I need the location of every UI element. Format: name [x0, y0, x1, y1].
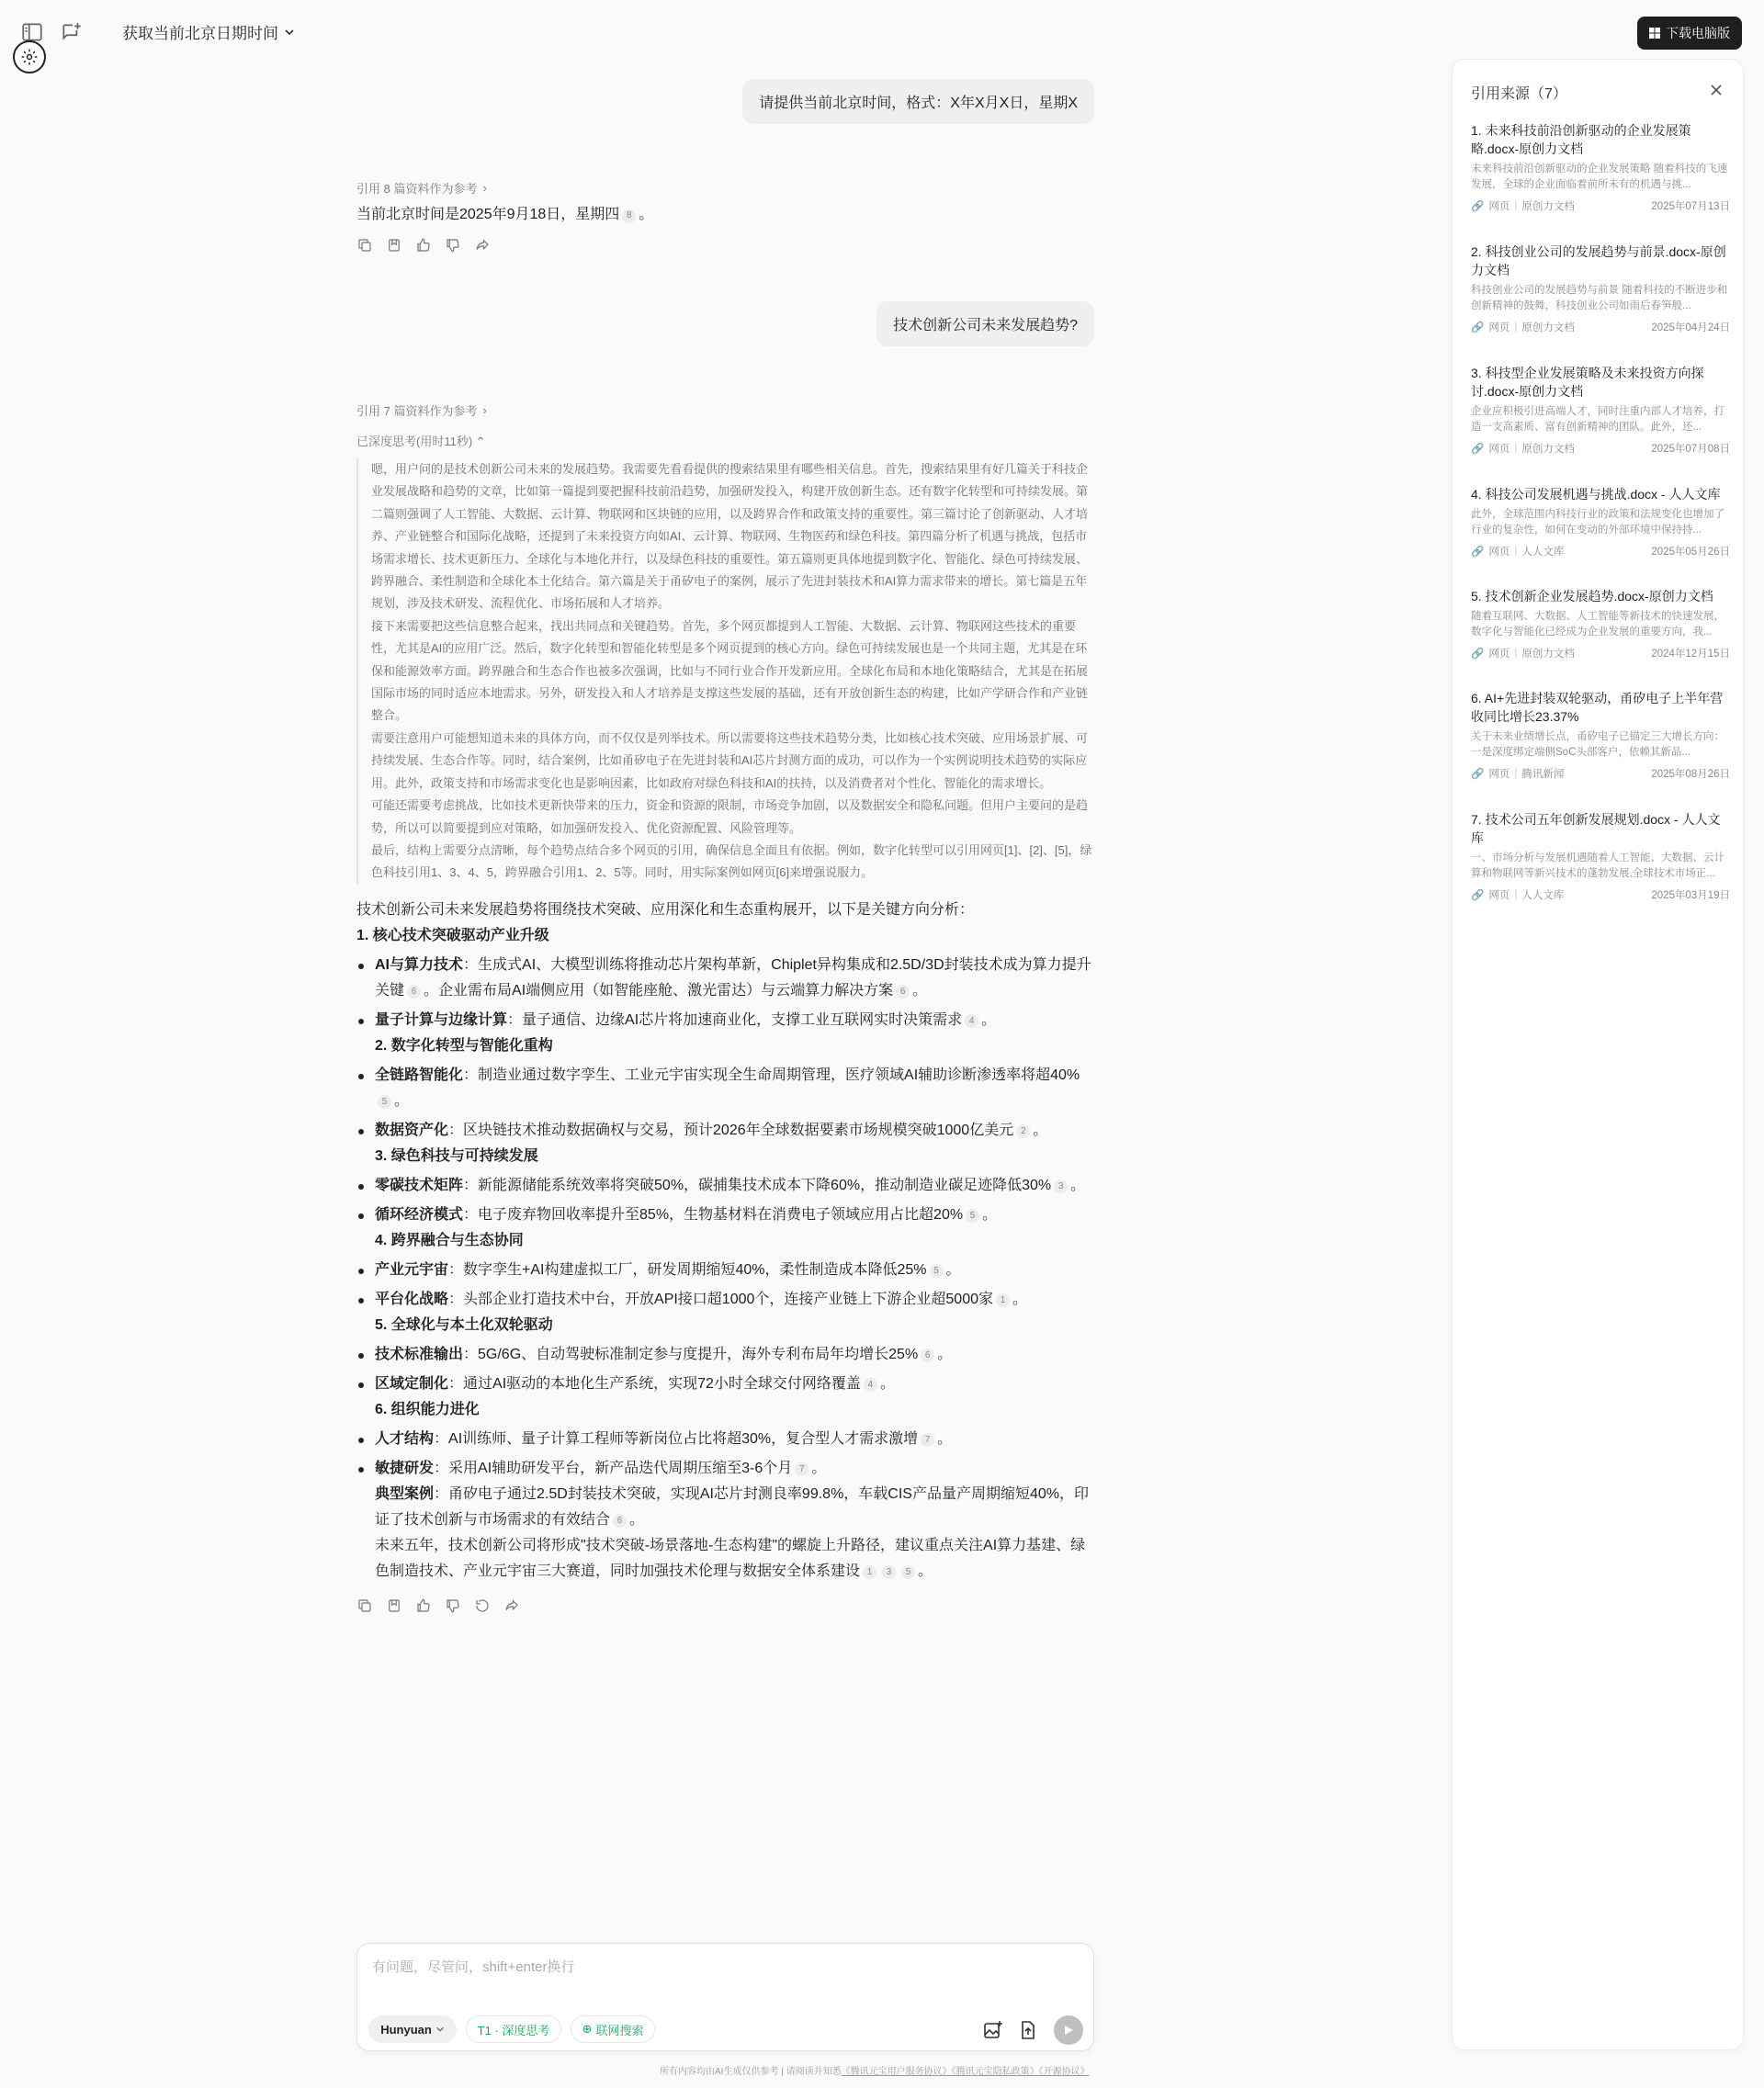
- source-snippet: 企业应积极引进高端人才，同时注重内部人才培养，打造一支高素质、富有创新精神的团队。此外，还...: [1471, 406, 1724, 433]
- case-text: ：甬矽电子通过2.5D封装技术突破，实现AI芯片封测良率99.8%，车载CIS产品量产周期缩短40%，印证了技术创新与市场需求的有效结合: [375, 1485, 1089, 1528]
- thinking-paragraph: 接下来需要把这些信息整合起来，找出共同点和关键趋势。首先，多个网页都提到人工智能、大数据、云计算、物联网这些技术的重要性，尤其是AI的应用广泛。然后，数字化转型和智能化转型是多个网页提到的核心方向。绿色可持续发展也是一个共同主题，尤其是在环保和能源效率方面。跨界融合和生态合作也被多次强调，比如与不同行业合作开发新应用。全球化布局和本地化策略结合，尤其是在拓展国际市场的同时适应本地需求。另外，研发投入和人才培养是支撑这些发展的基础，还有开放创新生态的构建，比如产学研合作和产业链整合。: [371, 618, 1089, 723]
- item-text: 。: [937, 1430, 953, 1447]
- item-term: AI与算力技术: [375, 956, 464, 973]
- bullet-list: [356, 953, 1094, 1585]
- item-text: 。: [912, 982, 928, 999]
- disclaimer-text: 所有内容均由AI生成仅供参考 | 请阅读并知悉: [660, 2067, 842, 2077]
- item-text: 。: [811, 1460, 827, 1476]
- list-item: [356, 1173, 1094, 1199]
- model-label: Hunyuan: [380, 2022, 432, 2037]
- source-meta: 🔗 网页 | 人人文库 2025年05月26日: [1471, 546, 1730, 558]
- windows-icon: [1649, 28, 1660, 39]
- list-item: [356, 1427, 1094, 1452]
- source-site: 原创力文档: [1521, 444, 1575, 455]
- outro-text: 。: [918, 1563, 933, 1579]
- source-type: 网页: [1488, 649, 1510, 660]
- globe-icon: ⊕: [582, 2022, 593, 2036]
- user-message-row: [356, 79, 1094, 124]
- sources-title: 引用来源（7）: [1471, 86, 1567, 102]
- footer-disclaimer: [660, 2063, 1090, 2077]
- link-icon: 🔗: [1471, 444, 1485, 455]
- citation-marker[interactable]: 5: [378, 1095, 391, 1109]
- citation-marker[interactable]: 7: [795, 1462, 808, 1476]
- source-title: 6. AI+先进封装双轮驱动，甬矽电子上半年营收同比增长23.37%: [1471, 691, 1724, 724]
- regenerate-icon[interactable]: [474, 1597, 491, 1614]
- item-text: ：数字孪生+AI构建虚拟工厂，研发周期缩短40%，柔性制造成本降低25%: [448, 1261, 927, 1278]
- citation-marker[interactable]: 5: [930, 1264, 944, 1278]
- source-date: 2025年04月24日: [1651, 322, 1730, 333]
- citation-marker[interactable]: 3: [882, 1565, 896, 1579]
- source-item[interactable]: [1471, 121, 1730, 213]
- case-term: 典型案例: [375, 1485, 435, 1502]
- message-input[interactable]: 有问题，尽管问，shift+enter换行: [372, 1959, 575, 1975]
- citation-marker[interactable]: 6: [613, 1514, 627, 1528]
- thumbs-down-icon[interactable]: [445, 237, 461, 254]
- item-text: ：通过AI驱动的本地化生产系统，实现72小时全球交付网络覆盖: [448, 1375, 861, 1392]
- source-snippet: 此外，全球范围内科技行业的政策和法规变化也增加了行业的复杂性，如何在变动的外部环境中保持持...: [1471, 509, 1724, 536]
- outro-text: 未来五年，技术创新公司将形成"技术突破-场景落地-生态构建"的螺旋上升路径，建议重点关注AI算力基建、绿色制造技术、产业元宇宙三大赛道，同时加强技术伦理与数据安全体系建设: [375, 1537, 1086, 1579]
- thinking-content: [356, 458, 1094, 885]
- citation-marker[interactable]: 5: [966, 1209, 979, 1223]
- item-text: ：生成式AI、大模型训练将推动芯片架构革新，Chiplet异构集成和2.5D/3D封装技术成为算力提升关键: [375, 956, 1091, 999]
- section-heading: 3. 绿色科技与可持续发展: [375, 1147, 538, 1164]
- answer-actions: [356, 237, 1094, 254]
- source-item[interactable]: [1471, 364, 1730, 456]
- thumbs-down-icon[interactable]: [445, 1597, 461, 1614]
- thinking-paragraph: 需要注意用户可能想知道未来的具体方向，而不仅仅是列举技术。所以需要将这些技术趋势分类，比如核心技术突破、应用场景扩展、可持续发展、生态合作等。同时，结合案例，比如甬矽电子在先进封装和AI芯片封测方面的成功，可以作为一个实例说明技术趋势的实际应用。此外，政策支持和市场需求变化也是影响因素，比如政府对绿色科技和AI的扶持，以及消费者对个性化、智能化的需求增长。: [371, 730, 1089, 790]
- source-date: 2025年07月08日: [1651, 444, 1730, 455]
- thumbs-up-icon[interactable]: [415, 1597, 432, 1614]
- source-item[interactable]: [1471, 689, 1730, 781]
- item-text: 。: [1012, 1291, 1028, 1307]
- item-term: 循环经济模式: [375, 1206, 464, 1223]
- share-icon[interactable]: [474, 237, 491, 254]
- source-snippet: 一、市场分析与发展机遇随着人工智能、大数据、云计算和物联网等新兴技术的蓬勃发展,全球技术市场正...: [1471, 852, 1724, 879]
- source-title: 3. 科技型企业发展策略及未来投资方向探讨.docx-原创力文档: [1471, 366, 1704, 399]
- citation-marker[interactable]: 1: [863, 1565, 876, 1579]
- item-term: 平台化战略: [375, 1291, 449, 1307]
- item-term: 全链路智能化: [375, 1067, 464, 1083]
- message-composer[interactable]: [356, 1943, 1094, 2051]
- section-heading: 5. 全球化与本土化双轮驱动: [375, 1316, 553, 1333]
- citation-summary[interactable]: [356, 401, 1094, 419]
- citation-marker[interactable]: 4: [864, 1378, 877, 1392]
- thinking-paragraph: 可能还需要考虑挑战，比如技术更新快带来的压力，资金和资源的限制，市场竞争加剧，以及数据安全和隐私问题。但用户主要问的是趋势，所以可以简要提到应对策略，如加强研发投入、优化资源配置、风险管理等。: [371, 798, 1089, 835]
- source-type: 网页: [1488, 444, 1510, 455]
- chat-title-dropdown[interactable]: [122, 20, 295, 43]
- thinking-paragraph: 嗯，用户问的是技术创新公司未来的发展趋势。我需要先看看提供的搜索结果里有哪些相关信息。首先，搜索结果里有好几篇关于科技企业发展战略和趋势的文章，比如第一篇提到要把握科技前沿趋势，加强研发投入，构建开放创新生态。还有数字化转型和可持续发展。第二篇则强调了人工智能、大数据、云计算、物联网和区块链的应用，以及跨界合作和政策支持的重要性。第三篇讨论了创新驱动、人才培养、产业链整合和国际化战略，还提到了未来投资方向如AI、云计算、物联网、生物医药和绿色科技。第四篇分析了机遇与挑战，包括市场需求增长、技术更新压力、全球化与本地化并行，以及绿色科技的重要性。第五篇则更具体地提到数字化、智能化、绿色可持续发展、跨界融合、柔性制造和全球化本土化结合。第六篇是关于甬矽电子的案例，展示了先进封装技术和AI算力需求带来的增长。第七篇是五年规划，涉及技术研发、流程优化、市场拓展和人才培养。: [371, 462, 1089, 611]
- deep-thinking-label: T1 · 深度思考: [477, 2023, 550, 2037]
- item-text: 。: [1033, 1122, 1048, 1138]
- source-meta: 🔗 网页 | 原创力文档 2025年07月13日: [1471, 200, 1730, 212]
- section-heading: 2. 数字化转型与智能化重构: [375, 1037, 553, 1054]
- case-study: [375, 1482, 1094, 1533]
- link-icon: 🔗: [1471, 322, 1485, 333]
- source-site: 腾讯新闻: [1521, 769, 1565, 780]
- open-source-link[interactable]: 《开源协议》: [1038, 2067, 1090, 2077]
- item-text: ：头部企业打造技术中台，开放API接口超1000个，连接产业链上下游企业超5000家: [448, 1291, 993, 1307]
- item-term: 敏捷研发: [375, 1460, 435, 1476]
- item-term: 区域定制化: [375, 1375, 449, 1392]
- item-text: ：5G/6G、自动驾驶标准制定参与度提升，海外专利布局年均增长25%: [463, 1346, 919, 1362]
- item-text: 。企业需布局AI端侧应用（如智能座舱、激光雷达）与云端算力解决方案: [424, 982, 894, 999]
- source-date: 2024年12月15日: [1651, 649, 1730, 660]
- item-term: 零碳技术矩阵: [375, 1177, 464, 1193]
- answer-intro: 技术创新公司未来发展趋势将围绕技术突破、应用深化和生态重构展开，以下是关键方向分析：: [356, 901, 975, 918]
- list-item: [356, 1342, 1094, 1368]
- link-icon: 🔗: [1471, 649, 1485, 660]
- item-text: ：新能源储能系统效率将突破50%，碳捕集技术成本下降60%，推动制造业碳足迹降低30%: [463, 1177, 1052, 1193]
- source-site: 人人文库: [1521, 547, 1565, 558]
- item-text: 。: [981, 1011, 997, 1028]
- section-heading: 1. 核心技术突破驱动产业升级: [356, 927, 549, 943]
- list-item: [356, 1202, 1094, 1254]
- download-label: 下载电脑版: [1666, 26, 1730, 40]
- source-date: 2025年08月26日: [1651, 769, 1730, 780]
- user-message: 技术创新公司未来发展趋势?: [876, 301, 1094, 346]
- file-upload-icon[interactable]: [1017, 2019, 1039, 2041]
- source-item[interactable]: [1471, 587, 1730, 660]
- source-item[interactable]: [1471, 485, 1730, 559]
- thumbs-up-icon[interactable]: [415, 237, 432, 254]
- answer-actions: [356, 1597, 1094, 1614]
- chevron-up-icon: ⌃: [475, 435, 486, 448]
- top-bar: [0, 0, 1764, 64]
- list-item: [356, 1456, 1094, 1585]
- source-site: 原创力文档: [1521, 649, 1575, 660]
- source-meta: 🔗 网页 | 人人文库 2025年03月19日: [1471, 889, 1730, 901]
- link-icon: 🔗: [1471, 201, 1485, 212]
- chevron-right-icon: ›: [482, 181, 487, 195]
- source-snippet: 随着互联网、大数据、人工智能等新技术的快速发展，数字化与智能化已经成为企业发展的重要方向，我...: [1471, 611, 1724, 638]
- chevron-down-icon: [435, 2025, 445, 2034]
- source-date: 2025年03月19日: [1651, 890, 1730, 901]
- citation-summary-label: 引用 7 篇资料作为参考: [356, 404, 478, 418]
- list-item: [356, 1118, 1094, 1169]
- image-upload-icon[interactable]: [982, 2019, 1004, 2041]
- citation-marker[interactable]: 6: [407, 985, 421, 999]
- copy-icon[interactable]: [356, 1597, 373, 1614]
- citation-marker[interactable]: 5: [901, 1565, 915, 1579]
- answer-text: 当前北京时间是2025年9月18日，星期四: [356, 207, 620, 222]
- citation-marker[interactable]: 3: [1054, 1179, 1068, 1193]
- deep-thinking-toggle[interactable]: [356, 432, 1094, 449]
- citation-marker[interactable]: 1: [996, 1293, 1010, 1307]
- source-site: 人人文库: [1521, 890, 1565, 901]
- privacy-policy-link[interactable]: 《腾讯元宝隐私政策》: [951, 2067, 1039, 2077]
- citation-marker[interactable]: 8: [622, 209, 636, 223]
- source-item[interactable]: [1471, 810, 1730, 902]
- item-term: 产业元宇宙: [375, 1261, 449, 1278]
- list-item: [356, 1008, 1094, 1059]
- bookmark-icon[interactable]: [386, 1597, 402, 1614]
- item-term: 数据资产化: [375, 1122, 449, 1138]
- web-search-toggle[interactable]: [571, 2015, 655, 2043]
- new-chat-icon[interactable]: [60, 20, 84, 44]
- citation-marker[interactable]: 4: [965, 1014, 978, 1028]
- case-text: 。: [629, 1511, 645, 1528]
- source-meta: 🔗 网页 | 原创力文档 2025年04月24日: [1471, 322, 1730, 333]
- list-item: [356, 1371, 1094, 1423]
- source-snippet: 科技创业公司的发展趋势与前景 随着科技的不断进步和创新精神的鼓舞，科技创业公司如雨后春笋般...: [1471, 285, 1728, 311]
- list-item: [356, 1258, 1094, 1283]
- answer-text: 。: [639, 207, 654, 222]
- item-term: 人才结构: [375, 1430, 435, 1447]
- citation-marker[interactable]: 6: [921, 1349, 934, 1362]
- source-title: 7. 技术公司五年创新发展规划.docx - 人人文库: [1471, 812, 1721, 845]
- section-heading: 4. 跨界融合与生态协同: [375, 1232, 524, 1248]
- send-icon: [1062, 2024, 1075, 2037]
- item-text: 。: [982, 1206, 998, 1223]
- send-button[interactable]: [1054, 2015, 1083, 2045]
- item-text: ：AI训练师、量子计算工程师等新岗位占比将超30%，复合型人才需求激增: [434, 1430, 919, 1447]
- item-text: 。: [394, 1092, 410, 1109]
- source-title: 4. 科技公司发展机遇与挑战.docx - 人人文库: [1471, 487, 1721, 502]
- item-text: ：制造业通过数字孪生、工业元宇宙实现全生命周期管理，医疗领域AI辅助诊断渗透率将超40%: [463, 1067, 1080, 1083]
- deep-thinking-label: 已深度思考(用时11秒): [356, 435, 473, 448]
- user-agreement-link[interactable]: 《腾讯元宝用户服务协议》: [841, 2067, 952, 2077]
- source-snippet: 关于未来业绩增长点，甬矽电子已锚定三大增长方向：一是深度绑定端侧SoC头部客户，依赖其新品...: [1471, 731, 1724, 758]
- source-site: 原创力文档: [1521, 322, 1575, 333]
- source-meta: 🔗 网页 | 原创力文档 2024年12月15日: [1471, 648, 1730, 660]
- list-item: [356, 1063, 1094, 1114]
- sources-panel: [1452, 59, 1744, 2050]
- list-item: [356, 1287, 1094, 1338]
- source-meta: 🔗 网页 | 腾讯新闻 2025年08月26日: [1471, 768, 1730, 780]
- source-item[interactable]: [1471, 243, 1730, 334]
- source-type: 网页: [1488, 547, 1510, 558]
- list-item: [356, 953, 1094, 1004]
- bookmark-icon[interactable]: [386, 237, 402, 254]
- link-icon: 🔗: [1471, 547, 1485, 558]
- source-type: 网页: [1488, 201, 1510, 212]
- source-snippet: 未来科技前沿创新驱动的企业发展策略 随着科技的飞速发展，全球的企业面临着前所未有的机遇与挑...: [1471, 164, 1728, 190]
- item-text: 。: [945, 1261, 961, 1278]
- item-term: 量子计算与边缘计算: [375, 1011, 508, 1028]
- chat-title: 获取当前北京日期时间: [122, 25, 278, 42]
- section-heading: 6. 组织能力进化: [375, 1401, 480, 1417]
- source-type: 网页: [1488, 890, 1510, 901]
- assistant-answer: [356, 897, 1094, 1585]
- deep-thinking-toggle[interactable]: [466, 2015, 561, 2043]
- citation-summary-label: 引用 8 篇资料作为参考: [356, 182, 478, 196]
- item-text: 。: [937, 1346, 953, 1362]
- chevron-right-icon: ›: [482, 403, 487, 417]
- item-text: ：采用AI辅助研发平台，新产品迭代周期压缩至3-6个月: [434, 1460, 793, 1476]
- user-message-row: [356, 301, 1094, 346]
- model-selector[interactable]: [368, 2015, 457, 2043]
- item-text: ：量子通信、边缘AI芯片将加速商业化，支撑工业互联网实时决策需求: [507, 1011, 963, 1028]
- source-title: 2. 科技创业公司的发展趋势与前景.docx-原创力文档: [1471, 244, 1726, 277]
- source-site: 原创力文档: [1521, 201, 1575, 212]
- chat-thread: [356, 73, 1094, 1614]
- item-text: ：电子废弃物回收率提升至85%，生物基材料在消费电子领域应用占比超20%: [463, 1206, 964, 1223]
- link-icon: 🔗: [1471, 769, 1485, 780]
- item-text: 。: [879, 1375, 895, 1392]
- close-icon[interactable]: [1708, 82, 1724, 98]
- source-date: 2025年05月26日: [1651, 547, 1730, 558]
- settings-gear-icon[interactable]: [13, 40, 46, 73]
- assistant-answer: [356, 202, 1094, 228]
- link-icon: 🔗: [1471, 890, 1485, 901]
- citation-summary[interactable]: [356, 179, 1094, 197]
- item-text: ：区块链技术推动数据确权与交易，预计2026年全球数据要素市场规模突破1000亿美元: [448, 1122, 1014, 1138]
- answer-outro: [375, 1533, 1094, 1585]
- item-text: 。: [1070, 1177, 1086, 1193]
- copy-icon[interactable]: [356, 237, 373, 254]
- user-message: 请提供当前北京时间，格式：X年X月X日，星期X: [742, 79, 1094, 124]
- source-date: 2025年07月13日: [1651, 201, 1730, 212]
- source-title: 1. 未来科技前沿创新驱动的企业发展策略.docx-原创力文档: [1471, 123, 1691, 156]
- source-type: 网页: [1488, 769, 1510, 780]
- item-term: 技术标准输出: [375, 1346, 464, 1362]
- source-title: 5. 技术创新企业发展趋势.docx-原创力文档: [1471, 589, 1713, 604]
- thinking-paragraph: 最后，结构上需要分点清晰，每个趋势点结合多个网页的引用，确保信息全面且有依据。例如，数字化转型可以引用网页[1]、[2]、[5]，绿色科技引用1、3、4、5，跨界融合引用1、2、5等。同时，用实际案例如网页[6]来增强说服力。: [371, 842, 1092, 880]
- citation-marker[interactable]: 7: [921, 1433, 934, 1447]
- web-search-label: 联网搜索: [595, 2023, 644, 2037]
- citation-marker[interactable]: 2: [1016, 1124, 1030, 1138]
- source-meta: 🔗 网页 | 原创力文档 2025年07月08日: [1471, 443, 1730, 455]
- citation-marker[interactable]: 6: [896, 985, 910, 999]
- source-type: 网页: [1488, 322, 1510, 333]
- download-desktop-button[interactable]: [1637, 17, 1742, 50]
- chevron-down-icon: [284, 27, 295, 38]
- share-icon[interactable]: [503, 1597, 520, 1614]
